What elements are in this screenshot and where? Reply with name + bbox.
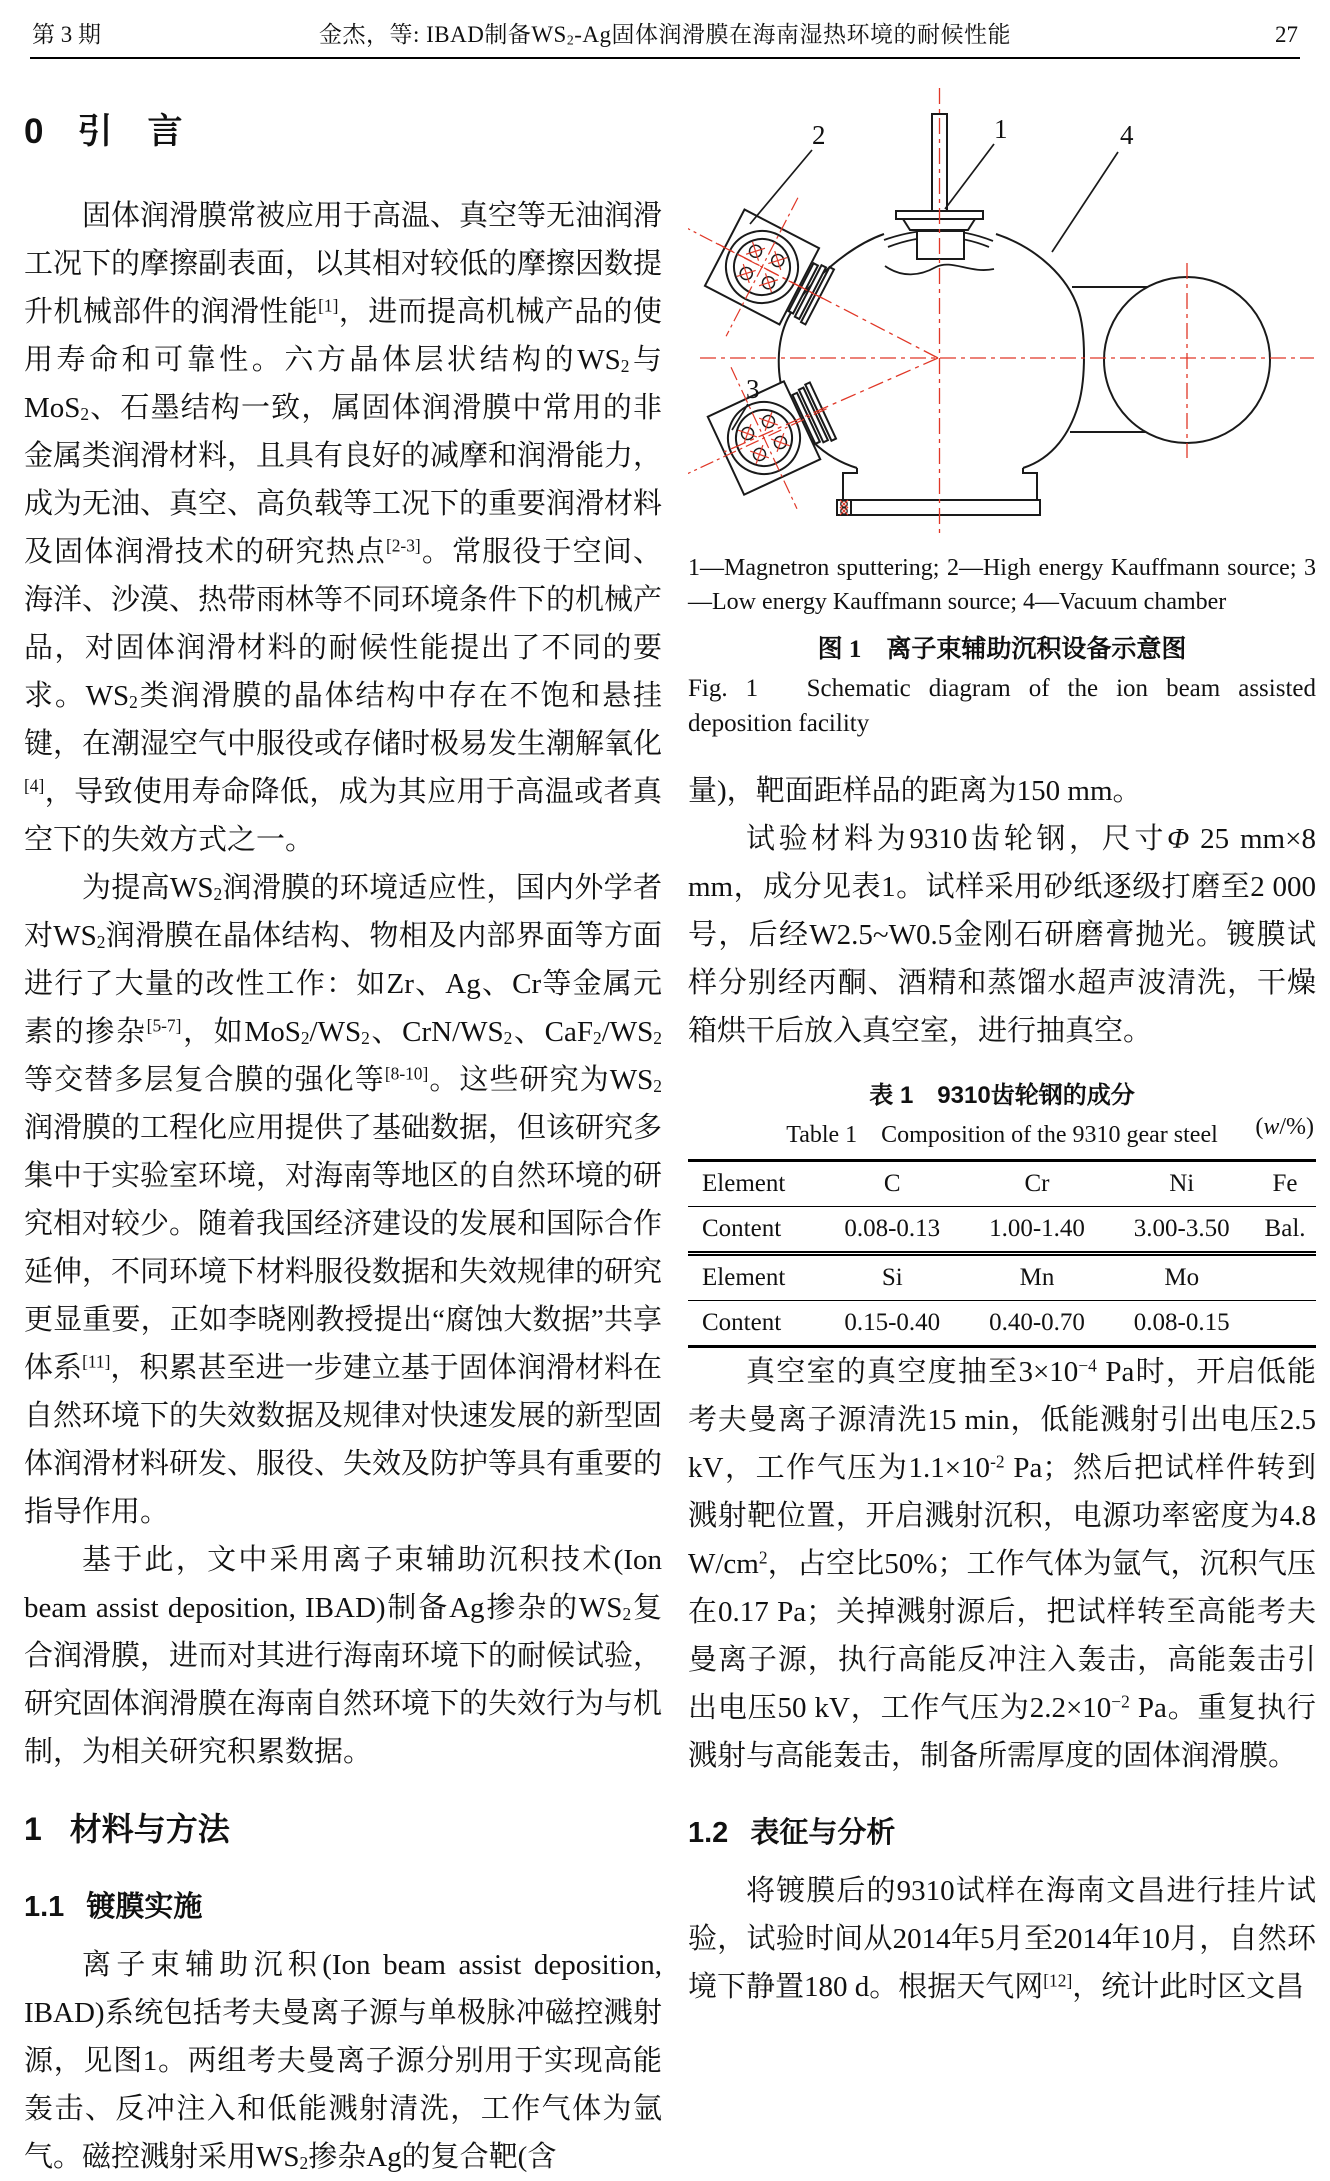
table-cell: Element [688,1161,820,1207]
table-cell [1254,1301,1316,1347]
subsection-title: 表征与分析 [750,1817,896,1849]
table-cell: Cr [965,1161,1110,1207]
table-cell: 0.40-0.70 [989,1309,1085,1336]
table-cell: Ni [1109,1161,1254,1207]
section-title: 材料与方法 [69,1811,230,1847]
table-row [688,1161,1316,1207]
page-number: 27 [1275,22,1298,47]
table-cell: Element [688,1254,820,1301]
table-1 [688,1159,1316,1348]
figure-1-diagram [688,80,1316,542]
figure-label-3: 3 [746,374,760,404]
table-cell: 0.08-0.13 [820,1207,965,1254]
table-cell: Content [702,1309,782,1336]
paragraph-exposure-test: 将镀膜后的9310试样在海南文昌进行挂片试验，试验时间从2014年5月至2014年10月，自然环境下静置180 d。根据天气网[12]，统计此时区文昌 [688,1875,1316,2003]
figure-label-1: 1 [994,114,1008,144]
section-number: 1 [24,1811,42,1847]
table-caption-en [688,1114,1316,1149]
table-row [688,1207,1316,1254]
table-caption-en-text: Table 1 Composition of the 9310 gear steel [786,1122,1218,1148]
paragraph-intro-2: 为提高$WS_2$润滑膜的环境适应性，国内外学者对$WS_2$润滑膜在晶体结构、物相及内部界面等方面进行了大量的改性工作：如Zr、Ag、Cr等金属元素的掺杂[5-7]，如$MoS_2/WS_2$、CrN/$WS_2$、$CaF_2/WS_2$等交替多层复合膜的强化等[8-10]。这些研究为$WS_2$润滑膜的工程化应用提供了基础数据，但该研究多集中于实验室环境，对海南等地区的自然环境的研究相对较少。随着我国经济建设的发展和国际合作延伸，不同环境下材料服役数据和失效规律的研究更显重要，正如李晓刚教授提出“腐蚀大数据”共享体系[11]，积累甚至进一步建立基于固体润滑材料在自然环境下的失效数据及规律对快速发展的新型固体润滑材料研发、服役、失效及防护等具有重要的指导作用。 [24,872,663,1528]
table-cell: Content [688,1207,820,1254]
subsection-heading-characterization [688,1810,1316,1851]
table-cell: 1.00-1.40 [965,1207,1110,1254]
left-column [24,90,662,2181]
table-1-block [688,1075,1316,1348]
running-title: 金杰，等: IBAD制备$WS_2-Ag$固体润滑膜在海南湿热环境的耐候性能 [318,22,1012,48]
section-title: 引 言 [77,112,183,151]
paragraph-specimen: 试验材料为9310齿轮钢，尺寸Φ 25 mm×8 mm，成分见表1。试样采用砂纸逐级打磨至2 000号，后经W2.5~W0.5金刚石研磨膏抛光。镀膜试样分别经丙酮、酒精和蒸馏水超声波清洗，干燥箱烘干后放入真空室，进行抽真空。 [688,823,1316,1047]
vacuum-chamber-outline [779,114,1270,515]
figure-caption-cn: 图 1 离子束辅助沉积设备示意图 [817,636,1187,663]
section-number: 0 [24,112,44,151]
subsection-number: 1.1 [24,1891,65,1923]
table-cell: Bal. [1254,1207,1316,1254]
table-caption-cn: 表 1 9310齿轮钢的成分 [869,1082,1135,1109]
figure-label-4: 4 [1120,120,1134,150]
figure-legend: 1—Magnetron sputtering; 2—High energy Kauffmann source; 3—Low energy Kauffmann source; 4—Vacuum chamber [688,555,1316,615]
table-cell: C [820,1161,965,1207]
magnetron-target-block [917,231,964,259]
paragraph-target-distance: 量)，靶面距样品的距离为150 mm。 [688,775,1142,807]
table-cell: Fe [1254,1161,1316,1207]
right-column [688,80,1316,2011]
paragraph-methods-1: 离子束辅助沉积(Ion beam assist deposition, IBAD)系统包括考夫曼离子源与单极脉冲磁控溅射源，见图1。两组考夫曼离子源分别用于实现高能轰击、反冲注入和低能溅射清洗，工作气体为氩气。磁控溅射采用$WS_2$掺杂Ag的复合靶(含 [24,1949,662,2174]
section-heading-intro [24,104,662,154]
figure-caption-en: Fig. 1 Schematic diagram of the ion beam assisted deposition facility [688,675,1316,737]
subsection-number: 1.2 [688,1817,729,1849]
subsection-title: 镀膜实施 [86,1891,203,1923]
table-cell: Mo [1109,1254,1254,1301]
figure-label-2: 2 [812,120,826,150]
table-cell: 0.08-0.15 [1133,1309,1230,1336]
table-row [688,1301,1316,1347]
table-row [688,1254,1316,1301]
table-cell: 3.00-3.50 [1109,1207,1254,1254]
table-cell [1254,1254,1316,1301]
table-cell: Mn [965,1254,1110,1301]
paragraph-deposition-process: 真空室的真空度抽至$3\times 10^{-4}$ Pa时，开启低能考夫曼离子源清洗15 min，低能溅射引出电压2.5 kV，工作气压为$1.1\times 10^{-2}$ Pa；然后把试样件转到溅射靶位置，开启溅射沉积，电源功率密度为4.8 $W/cm^2$，占空比50%；工作气体为氩气，沉积气压在0.17 Pa；关掉溅射源后，把试样转至高能考夫曼离子源，执行高能反冲注入轰击，高能轰击引出电压50 kV，工作气压为$2.2\times 10^{-2}$ Pa。重复执行溅射与高能轰击，制备所需厚度的固体润滑膜。 [688,1355,1316,1772]
section-heading-methods [24,1804,662,1850]
paragraph-intro-1: 固体润滑膜常被应用于高温、真空等无油润滑工况下的摩擦副表面，以其相对较低的摩擦因数提升机械部件的润滑性能[1]，进而提高机械产品的使用寿命和可靠性。六方晶体层状结构的$WS_2$与MoS$_2$、石墨结构一致，属固体润滑膜中常用的非金属类润滑材料，且具有良好的减摩和润滑能力，成为无油、真空、高负载等工况下的重要润滑材料及固体润滑技术的研究热点[2-3]。常服役于空间、海洋、沙漠、热带雨林等不同环境条件下的机械产品，对固体润滑材料的耐候性能提出了不同的要求。$WS_2$类润滑膜的晶体结构中存在不饱和悬挂键，在潮湿空气中服役或存储时极易发生潮解氧化[4]，导致使用寿命降低，成为其应用于高温或者真空下的失效方式之一。 [24,200,663,856]
low-energy-kauffmann-source [688,338,860,542]
subsection-heading-coating [24,1884,662,1925]
high-energy-kauffmann-source [688,154,860,368]
page-header [32,16,1298,49]
table-unit-note: (w/%) [1255,1114,1314,1140]
header-rule [30,57,1300,59]
table-cell: Si [820,1254,965,1301]
table-cell: 0.15-0.40 [844,1309,941,1336]
paragraph-intro-3: 基于此，文中采用离子束辅助沉积技术(Ion beam assist deposition, IBAD)制备Ag掺杂的$WS_2$复合润滑膜，进而对其进行海南环境下的耐候试验，研究固体润滑膜在海南自然环境下的失效行为与机制，为相关研究积累数据。 [24,1544,663,1768]
journal-issue: 第 3 期 [32,22,101,47]
